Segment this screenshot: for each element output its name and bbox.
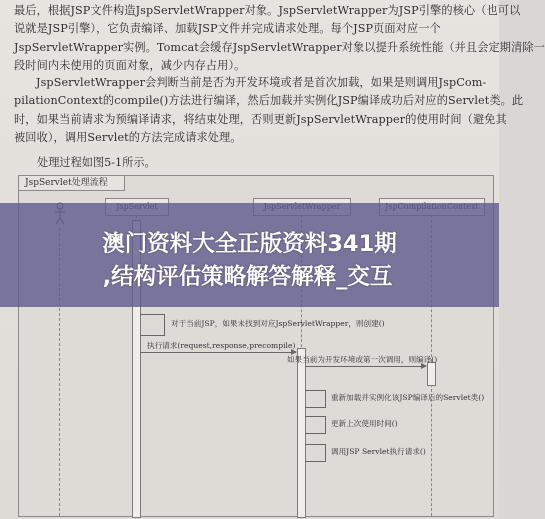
- text-line: pilationContext的compile()方法进行编译，然后加载并实例化JSP编译成功后对应的Servlet类。此: [14, 94, 524, 108]
- self-call-loop: [140, 314, 165, 336]
- banner-headline: 澳门资料大全正版资料341期: [102, 231, 397, 257]
- message-label: 重新加载并实例化该JSP编译后的Servlet类(): [331, 393, 485, 402]
- paragraph-2: [14, 74, 524, 147]
- text-line: 最后，根据JSP文件构造JspServletWrapper对象。JspServletWrapper为JSP引擎的核心（也可以: [14, 4, 521, 17]
- message-arrow: [305, 366, 426, 367]
- text-line: JspServletWrapper实例。Tomcat会缓存JspServletWrapper对象以提升系统性能（并且会定期清除一: [14, 40, 545, 54]
- self-call-loop: [305, 390, 326, 408]
- message-arrow: [140, 352, 296, 353]
- banner-subline: ,结构评估策略解答解释_交互: [102, 264, 393, 290]
- self-call-loop: [305, 444, 326, 462]
- jspcompilationcontext-activation: [427, 362, 436, 386]
- text-line: 时，如果当前请求为预编译请求，将结束处理，否则更新JspServletWrapper的使用时间（避免其: [14, 112, 507, 126]
- message-label: 对于当前JSP，如果未找到对应JspServletWrapper，则创建(): [171, 319, 385, 328]
- text-line: 说就是JSP引擎），它负责编译、加载JSP文件并完成请求处理。每个JSP页面对应一个: [14, 22, 441, 36]
- self-call-loop: [305, 416, 326, 434]
- message-label: 执行请求(request,response,precompile): [147, 341, 296, 350]
- text-line: 被回收），调用Servlet的方法完成请求处理。: [14, 130, 242, 144]
- paragraph-1: [14, 2, 545, 75]
- message-label: 调用JSP Servlet执行请求(): [331, 447, 426, 456]
- text-line: JspServletWrapper会判断当前是否为开发环境或者是首次加载，如果是则调用JspCom-: [36, 76, 487, 89]
- diagram-title: JspServlet处理流程: [19, 176, 125, 191]
- message-label: 更新上次使用时间(): [331, 419, 398, 428]
- message-label: 如果当前为开发环境或第一次调用，则编译(): [287, 355, 438, 364]
- figure-caption: 处理过程如图5-1所示。: [37, 156, 156, 169]
- text-line: 段时间内未使用的页面对象，减少内存占用）。: [14, 58, 246, 72]
